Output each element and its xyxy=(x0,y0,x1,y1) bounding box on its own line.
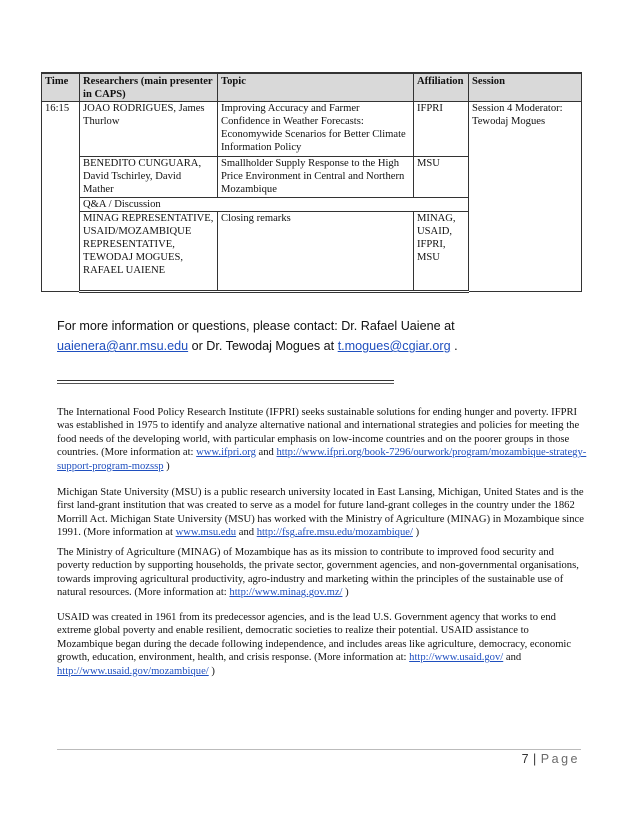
cell-affiliation: MINAG, USAID, IFPRI, MSU xyxy=(414,212,469,292)
cell-topic: Improving Accuracy and Farmer Confidence in Weather Forecasts: Economywide Scenarios for Better Climate Information Policy xyxy=(218,102,414,157)
msu-fsg-link[interactable]: http://fsg.afre.msu.edu/mozambique/ xyxy=(256,527,413,539)
ifpri-program-link[interactable]: http://www.ifpri.org/book-7296/ourwork/program/mozambique-strategy-support-program-mozssp xyxy=(57,447,587,472)
cell-affiliation: IFPRI xyxy=(414,102,469,157)
paragraph-text: and xyxy=(503,652,522,664)
header-session: Session xyxy=(469,73,582,102)
paragraph-text: ) xyxy=(342,587,349,599)
email-link-mogues[interactable]: t.mogues@cgiar.org xyxy=(337,339,451,353)
divider-line xyxy=(57,383,394,384)
msu-paragraph xyxy=(57,486,587,540)
contact-text: or Dr. Tewodaj Mogues at xyxy=(188,339,338,353)
cell-qa: Q&A / Discussion xyxy=(80,198,469,212)
header-researchers: Researchers (main presenter in CAPS) xyxy=(80,73,218,102)
usaid-link[interactable]: http://www.usaid.gov/ xyxy=(409,652,504,664)
cell-researchers: MINAG REPRESENTATIVE, USAID/MOZAMBIQUE REPRESENTATIVE, TEWODAJ MOGUES, RAFAEL UAIENE xyxy=(80,212,218,292)
page-label: Page xyxy=(540,752,580,766)
paragraph-text: The Ministry of Agriculture (MINAG) of Mozambique has as its mission to contribute to improved food security and poverty reduction by supporting households, the private sector, government agencies, and non-governmental organisations, towards improving agricultural productivity, agro-industry and marketing within the principles of the sustainable use of natural resources. (More information at: xyxy=(57,547,579,599)
cell-researchers: JOAO RODRIGUES, James Thurlow xyxy=(80,102,218,157)
paragraph-text: and xyxy=(236,527,257,539)
table-header-row xyxy=(42,73,582,102)
cell-affiliation: MSU xyxy=(414,157,469,198)
page-number: 7 xyxy=(521,752,530,766)
ifpri-paragraph xyxy=(57,406,587,473)
cell-researchers: BENEDITO CUNGUARA, David Tschirley, David Mather xyxy=(80,157,218,198)
cell-time: 16:15 xyxy=(42,102,80,292)
contact-paragraph xyxy=(57,316,587,356)
paragraph-text: ) xyxy=(412,527,420,539)
header-topic: Topic xyxy=(218,73,414,102)
footer-separator: | xyxy=(533,752,537,766)
minag-paragraph xyxy=(57,546,587,600)
cell-topic: Smallholder Supply Response to the High Price Environment in Central and Northern Mozambique xyxy=(218,157,414,198)
paragraph-text: USAID was created in 1961 from its predecessor agencies, and is the lead U.S. Government agency that works to end extreme global poverty and enable resilient, democratic societies to realize their potential. USAID assistance to Mozambique began during the decade following independence, and includes areas like agriculture, democracy, economic growth, education, environment, health, and crisis response. (More information at: xyxy=(57,612,572,664)
paragraph-text: ) xyxy=(208,665,215,677)
paragraph-text: Michigan State University (MSU) is a public research university located in East Lansing, Michigan, United States and is the first land-grant institution that was created to serve as a model for future land-grant colleges in the country under the 1862 Morrill Act. Michigan State University (MSU) has worked with the Ministry of Agriculture (MINAG) in Mozambique since 1991. (More information at xyxy=(57,487,584,539)
table-row xyxy=(42,102,582,157)
minag-link[interactable]: http://www.minag.gov.mz/ xyxy=(229,587,343,599)
cell-session: Session 4 Moderator: Tewodaj Mogues xyxy=(469,102,582,292)
cell-topic: Closing remarks xyxy=(218,212,414,292)
paragraph-text: and xyxy=(255,447,277,459)
ifpri-link[interactable]: www.ifpri.org xyxy=(196,447,256,459)
header-time: Time xyxy=(42,73,80,102)
schedule-table xyxy=(41,72,582,293)
paragraph-text: The International Food Policy Research Institute (IFPRI) seeks sustainable solutions for ending hunger and poverty. IFPRI was established in 1975 to identify and analyze alternative national and international strategies and policies for meeting the food needs of the developing world, with particular emphasis on low-income countries and on the poorer groups in those countries. (More information at: xyxy=(57,407,580,459)
contact-text: . xyxy=(450,339,458,353)
header-affiliation: Affiliation xyxy=(414,73,469,102)
contact-text: For more information or questions, please contact: Dr. Rafael Uaiene at xyxy=(57,319,455,333)
divider-line xyxy=(57,380,394,381)
footer-divider xyxy=(57,749,581,750)
usaid-mozambique-link[interactable]: http://www.usaid.gov/mozambique/ xyxy=(57,665,209,677)
msu-link[interactable]: www.msu.edu xyxy=(175,527,237,539)
email-link-uaiene[interactable]: uaienera@anr.msu.edu xyxy=(57,339,189,353)
paragraph-text: ) xyxy=(163,460,170,472)
page-footer xyxy=(522,752,580,766)
usaid-paragraph xyxy=(57,611,587,678)
